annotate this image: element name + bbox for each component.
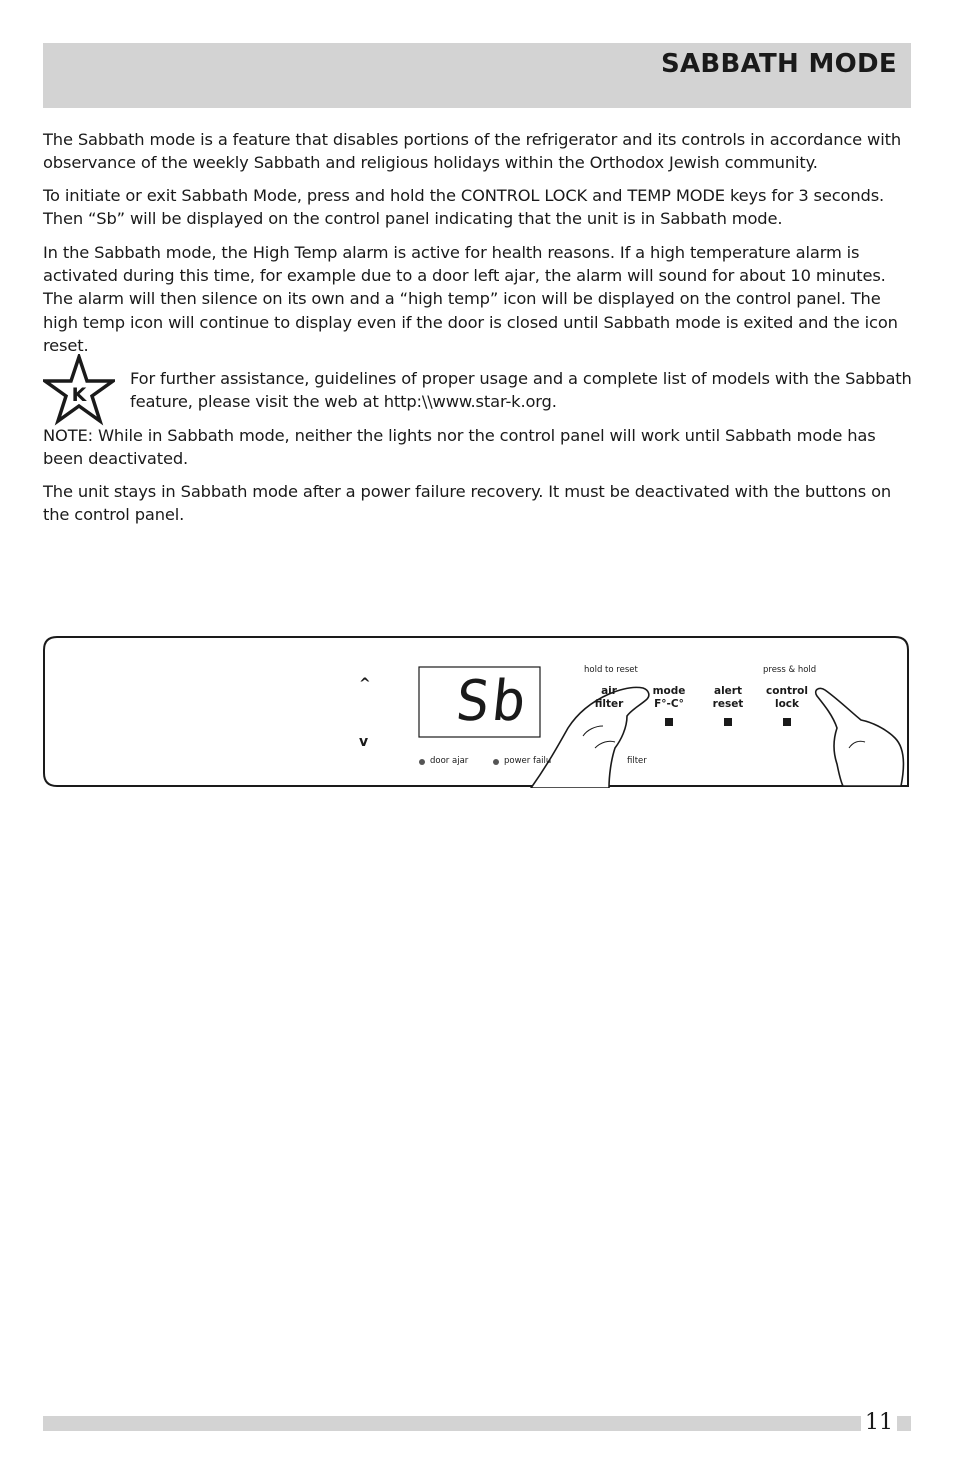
power-paragraph: The unit stays in Sabbath mode after a power failure recovery. It must be deactivated with the buttons on the control panel. [43,482,892,525]
door-ajar-led [419,759,425,765]
control-lock-label-1: control [766,685,808,697]
alert-reset-label-2: reset [712,698,744,710]
footer-band [43,1416,911,1431]
alert-reset-button[interactable] [710,685,746,711]
power-failure-label: power failu [504,756,552,766]
note-paragraph: NOTE: While in Sabbath mode, neither the lights nor the control panel will work until Sabbath mode has been deactivated. [43,426,876,469]
logo-letter: K [71,384,87,406]
control-panel-illustration [43,636,909,786]
hold-to-reset-label: hold to reset [584,665,638,675]
intro-paragraph: The Sabbath mode is a feature that disables portions of the refrigerator and its controls in accordance with observance of the weekly Sabbath and religious holidays within the Orthodox Jewish community. [43,130,902,173]
initiate-paragraph: To initiate or exit Sabbath Mode, press and hold the CONTROL LOCK and TEMP MODE keys for 3 seconds. Then “Sb” will be displayed on the control panel indicating that the unit is in Sabbath mode. [43,186,885,229]
page-title: SABBATH MODE [660,49,897,79]
power-failure-led [493,759,499,765]
air-filter-button[interactable] [593,685,625,711]
control-lock-button[interactable] [765,685,809,711]
control-lock-label-2: lock [774,698,800,710]
alarm-paragraph: In the Sabbath mode, the High Temp alarm is active for health reasons. If a high temperature alarm is activated during this time, for example due to a door left ajar, the alarm will sound for about 10 minutes. The alarm will then silence on its own and a “high temp” icon will be displayed on the control panel. The high temp icon will continue to display even if the door is closed until Sabbath mode is exited and the icon reset. [43,243,898,355]
temp-down-arrow[interactable]: v [359,734,369,750]
display-readout: Sb [452,669,531,734]
mode-label-2: F°-C° [654,698,684,710]
header-band [43,43,911,108]
star-k-logo-icon [43,354,115,426]
alert-reset-label-1: alert [713,685,742,697]
page-number: 11 [861,1410,897,1435]
press-hold-label: press & hold [763,665,817,675]
mode-indicator [665,718,673,726]
temp-mode-button[interactable] [652,685,686,711]
assistance-paragraph: For further assistance, guidelines of proper usage and a complete list of models with the Sabbath feature, please visit the web at http:\\www.star-k.org. [130,369,912,412]
control-lock-indicator [783,718,791,726]
filter-label: filter [627,756,647,766]
temp-up-arrow[interactable]: ^ [359,676,371,692]
air-filter-label-2: filter [594,698,624,710]
air-filter-label-1: air [601,685,617,697]
door-ajar-label: door ajar [430,756,469,766]
mode-label-1: mode [652,685,686,697]
alert-reset-indicator [724,718,732,726]
